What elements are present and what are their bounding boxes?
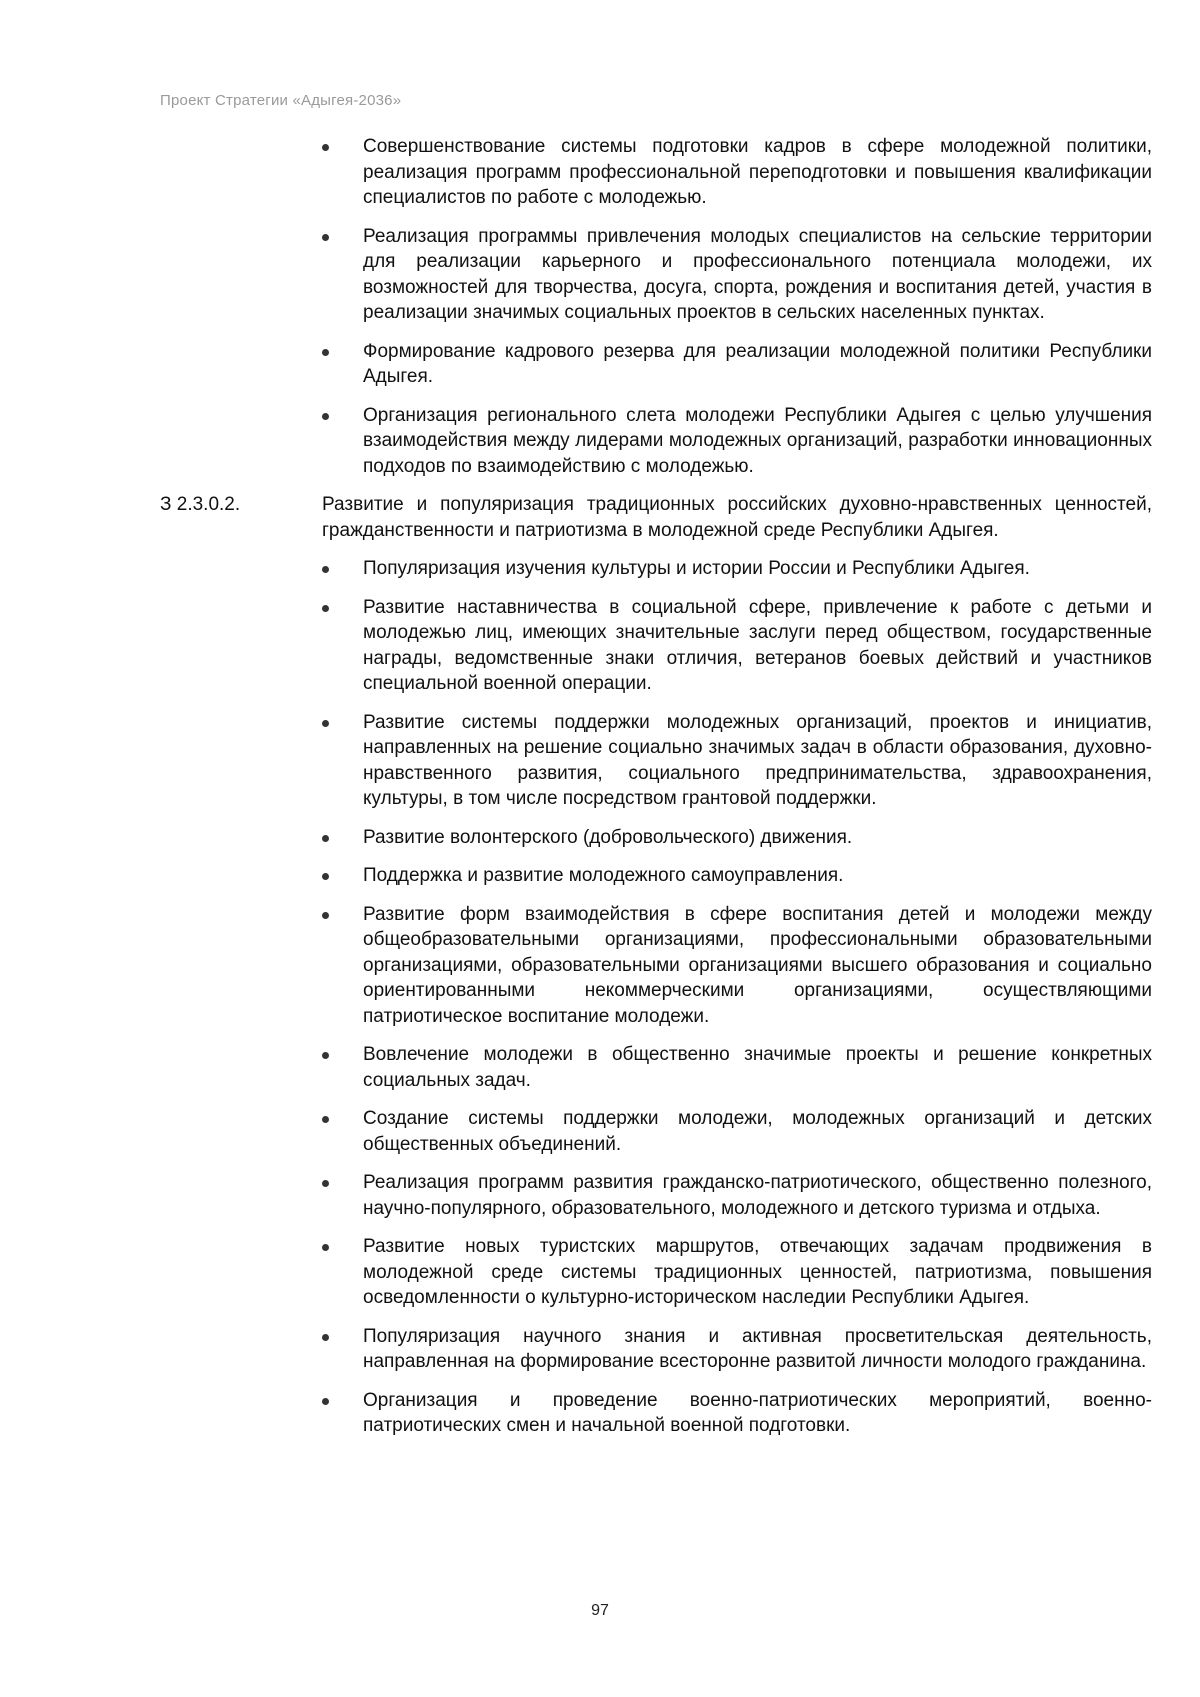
section-heading [160, 492, 1152, 543]
list-item-text: Реализация программы привлечения молодых специалистов на сельские территории для реализации карьерного и профессионального потенциала молодежи, их возможностей для творчества, досуга, спорта, рождения и воспитания детей, участия в реализации значимых социальных проектов в сельских населенных пунктах. [363, 225, 1152, 323]
bullet-list-top [160, 134, 1152, 479]
bullet-icon [322, 835, 329, 842]
list-item [160, 339, 1152, 390]
bullet-icon [322, 1116, 329, 1123]
bullet-icon [322, 349, 329, 356]
list-item [160, 1234, 1152, 1311]
list-item [160, 595, 1152, 697]
list-item-text: Популяризация научного знания и активная просветительская деятельность, направленная на формирование всесторонне развитой личности молодого гражданина. [363, 1325, 1152, 1372]
bullet-icon [322, 1334, 329, 1341]
list-item [160, 1106, 1152, 1157]
list-item-text: Вовлечение молодежи в общественно значимые проекты и решение конкретных социальных задач. [363, 1044, 1152, 1091]
bullet-list-bottom [160, 556, 1152, 1439]
list-item [160, 224, 1152, 326]
list-item [160, 1170, 1152, 1221]
bullet-icon [322, 566, 329, 573]
bullet-icon [322, 234, 329, 241]
bullet-icon [322, 873, 329, 880]
list-item-text: Популяризация изучения культуры и истории России и Республики Адыгея. [363, 558, 1030, 579]
bullet-icon [322, 1398, 329, 1405]
list-item-text: Совершенствование системы подготовки кадров в сфере молодежной политики, реализация программ профессиональной переподготовки и повышения квалификации специалистов по работе с молодежью. [363, 136, 1152, 208]
list-item-text: Создание системы поддержки молодежи, молодежных организаций и детских общественных объединений. [363, 1108, 1152, 1155]
section-title: Развитие и популяризация традиционных российских духовно-нравственных ценностей, гражданственности и патриотизма в молодежной среде Республики Адыгея. [322, 494, 1152, 541]
list-item-text: Формирование кадрового резерва для реализации молодежной политики Республики Адыгея. [363, 340, 1152, 387]
list-item-text: Развитие волонтерского (добровольческого) движения. [363, 826, 853, 848]
list-item [160, 134, 1152, 211]
running-header: Проект Стратегии «Адыгея-2036» [160, 92, 402, 109]
bullet-icon [322, 605, 329, 612]
list-item-text: Организация и проведение военно-патриотических мероприятий, военно-патриотических смен и начальной военной подготовки. [363, 1389, 1152, 1436]
list-item [160, 902, 1152, 1030]
list-item-text: Развитие системы поддержки молодежных организаций, проектов и инициатив, направленных на решение социально значимых задач в области образования, духовно-нравственного развития, социального предпринимательства, здравоохранения, культуры, в том числе посредством грантовой поддержки. [363, 711, 1152, 809]
list-item [160, 556, 1152, 582]
list-item [160, 1324, 1152, 1375]
section-number: З 2.3.0.2. [160, 494, 241, 515]
list-item-text: Развитие форм взаимодействия в сфере воспитания детей и молодежи между общеобразовательными организациями, профессиональными образовательными организациями, образовательными организациями высшего образования и социально ориентированными некоммерческими организациями, осуществляющими патриотическое воспитание молодежи. [363, 903, 1152, 1027]
bullet-icon [322, 1180, 329, 1187]
bullet-icon [322, 413, 329, 420]
list-item [160, 863, 1152, 889]
bullet-icon [322, 720, 329, 727]
bullet-icon [322, 1244, 329, 1251]
list-item-text: Поддержка и развитие молодежного самоуправления. [363, 865, 844, 886]
list-item [160, 1042, 1152, 1093]
list-item-text: Развитие новых туристских маршрутов, отвечающих задачам продвижения в молодежной среде системы традиционных ценностей, патриотизма, повышения осведомленности о культурно-историческом наследии Республики Адыгея. [363, 1236, 1152, 1308]
bullet-icon [322, 144, 329, 151]
list-item [160, 1388, 1152, 1439]
list-item-text: Реализация программ развития гражданско-патриотического, общественно полезного, научно-популярного, образовательного, молодежного и детского туризма и отдыха. [363, 1172, 1152, 1219]
list-item [160, 825, 1152, 851]
page-number: 97 [591, 1602, 609, 1619]
list-item-text: Развитие наставничества в социальной сфере, привлечение к работе с детьми и молодежью лиц, имеющих значительные заслуги перед обществом, государственные награды, ведомственные знаки отличия, ветеранов боевых действий и участников специальной военной операции. [363, 596, 1152, 694]
bullet-icon [322, 912, 329, 919]
page-content [160, 134, 1152, 1452]
list-item [160, 710, 1152, 812]
list-item-text: Организация регионального слета молодежи Республики Адыгея с целью улучшения взаимодействия между лидерами молодежных организаций, разработки инновационных подходов по взаимодействию с молодежью. [363, 404, 1152, 477]
bullet-icon [322, 1052, 329, 1059]
list-item [160, 403, 1152, 480]
